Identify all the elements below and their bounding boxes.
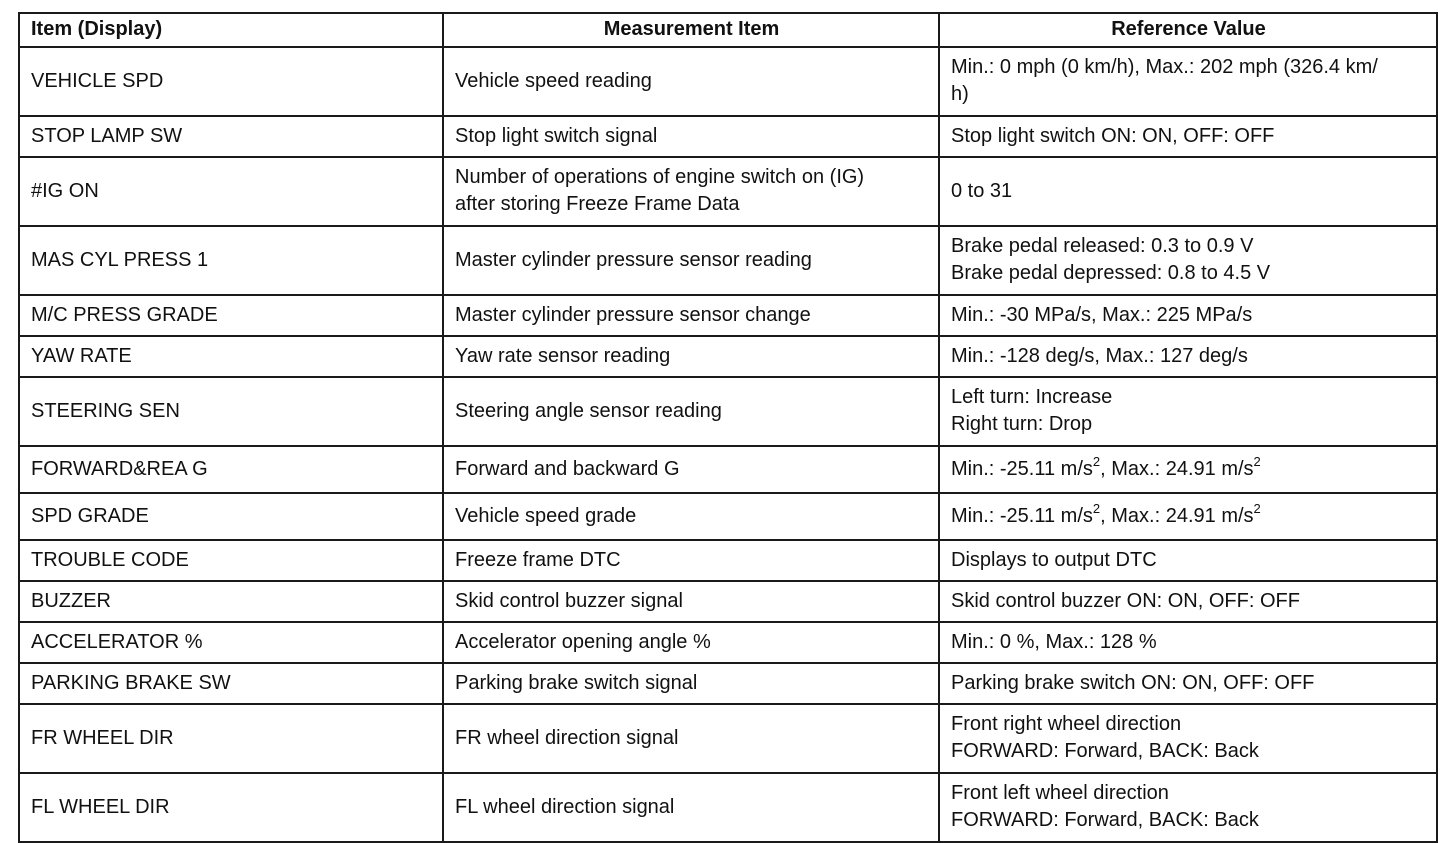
item-display-cell: STEERING SEN [19, 377, 443, 446]
reference-value-cell: Parking brake switch ON: ON, OFF: OFF [939, 663, 1437, 704]
table-row [19, 47, 1437, 116]
reference-value-cell [939, 446, 1437, 493]
table-row [19, 622, 1437, 663]
header-reference-value: Reference Value [939, 13, 1437, 47]
header-measurement-item: Measurement Item [443, 13, 939, 47]
squared-superscript: 2 [1253, 453, 1261, 469]
item-display-cell: STOP LAMP SW [19, 116, 443, 157]
reference-value-cell: Front left wheel direction FORWARD: Forward, BACK: Back [939, 773, 1437, 842]
squared-superscript: 2 [1253, 500, 1261, 516]
item-display-cell: M/C PRESS GRADE [19, 295, 443, 336]
measurement-item-cell: Yaw rate sensor reading [443, 336, 939, 377]
reference-max-text: , Max.: 24.91 m/s [1100, 504, 1254, 527]
measurement-item-cell: Steering angle sensor reading [443, 377, 939, 446]
measurement-item-cell: FL wheel direction signal [443, 773, 939, 842]
reference-value-cell: Skid control buzzer ON: ON, OFF: OFF [939, 581, 1437, 622]
measurement-item-cell: Skid control buzzer signal [443, 581, 939, 622]
item-display-cell: FL WHEEL DIR [19, 773, 443, 842]
reference-value-cell [939, 493, 1437, 540]
measurement-item-cell: Freeze frame DTC [443, 540, 939, 581]
measurement-item-cell: Vehicle speed reading [443, 47, 939, 116]
reference-value-cell: Stop light switch ON: ON, OFF: OFF [939, 116, 1437, 157]
item-display-cell: BUZZER [19, 581, 443, 622]
reference-value-cell: Min.: 0 mph (0 km/h), Max.: 202 mph (326.4 km/ h) [939, 47, 1437, 116]
table-row [19, 540, 1437, 581]
item-display-cell: SPD GRADE [19, 493, 443, 540]
measurement-item-cell: Number of operations of engine switch on (IG) after storing Freeze Frame Data [443, 157, 939, 226]
measurement-item-cell: Parking brake switch signal [443, 663, 939, 704]
table-row [19, 377, 1437, 446]
table-row [19, 446, 1437, 493]
table-row [19, 581, 1437, 622]
table-row [19, 773, 1437, 842]
table-row [19, 336, 1437, 377]
measurement-item-cell: Forward and backward G [443, 446, 939, 493]
item-display-cell: FR WHEEL DIR [19, 704, 443, 773]
item-display-cell: YAW RATE [19, 336, 443, 377]
table-row [19, 663, 1437, 704]
item-display-cell: TROUBLE CODE [19, 540, 443, 581]
item-display-cell: ACCELERATOR % [19, 622, 443, 663]
reference-max-text: , Max.: 24.91 m/s [1100, 457, 1254, 480]
header-row [19, 13, 1437, 47]
item-display-cell: VEHICLE SPD [19, 47, 443, 116]
reference-value-cell: Min.: -128 deg/s, Max.: 127 deg/s [939, 336, 1437, 377]
measurement-item-cell: Accelerator opening angle % [443, 622, 939, 663]
item-display-cell: MAS CYL PRESS 1 [19, 226, 443, 295]
measurement-item-cell: Master cylinder pressure sensor change [443, 295, 939, 336]
item-display-cell: PARKING BRAKE SW [19, 663, 443, 704]
table-row [19, 493, 1437, 540]
reference-value-cell: Left turn: Increase Right turn: Drop [939, 377, 1437, 446]
reference-min-text: Min.: -25.11 m/s [951, 457, 1093, 480]
table-row [19, 116, 1437, 157]
reference-value-cell: Brake pedal released: 0.3 to 0.9 V Brake pedal depressed: 0.8 to 4.5 V [939, 226, 1437, 295]
measurement-item-cell: Stop light switch signal [443, 116, 939, 157]
reference-value-cell: Displays to output DTC [939, 540, 1437, 581]
reference-min-text: Min.: -25.11 m/s [951, 504, 1093, 527]
data-list-reference-table [18, 12, 1438, 843]
reference-value-cell: Min.: -30 MPa/s, Max.: 225 MPa/s [939, 295, 1437, 336]
table-row [19, 157, 1437, 226]
measurement-item-cell: Vehicle speed grade [443, 493, 939, 540]
squared-superscript: 2 [1092, 453, 1101, 469]
measurement-item-cell: Master cylinder pressure sensor reading [443, 226, 939, 295]
table-row [19, 295, 1437, 336]
reference-table-sheet [18, 12, 1438, 843]
squared-superscript: 2 [1092, 500, 1101, 516]
reference-value-cell: Front right wheel direction FORWARD: Forward, BACK: Back [939, 704, 1437, 773]
table-row [19, 226, 1437, 295]
item-display-cell: #IG ON [19, 157, 443, 226]
reference-value-cell: 0 to 31 [939, 157, 1437, 226]
item-display-cell: FORWARD&REA G [19, 446, 443, 493]
table-row [19, 704, 1437, 773]
measurement-item-cell: FR wheel direction signal [443, 704, 939, 773]
header-item-display: Item (Display) [19, 13, 443, 47]
reference-value-cell: Min.: 0 %, Max.: 128 % [939, 622, 1437, 663]
